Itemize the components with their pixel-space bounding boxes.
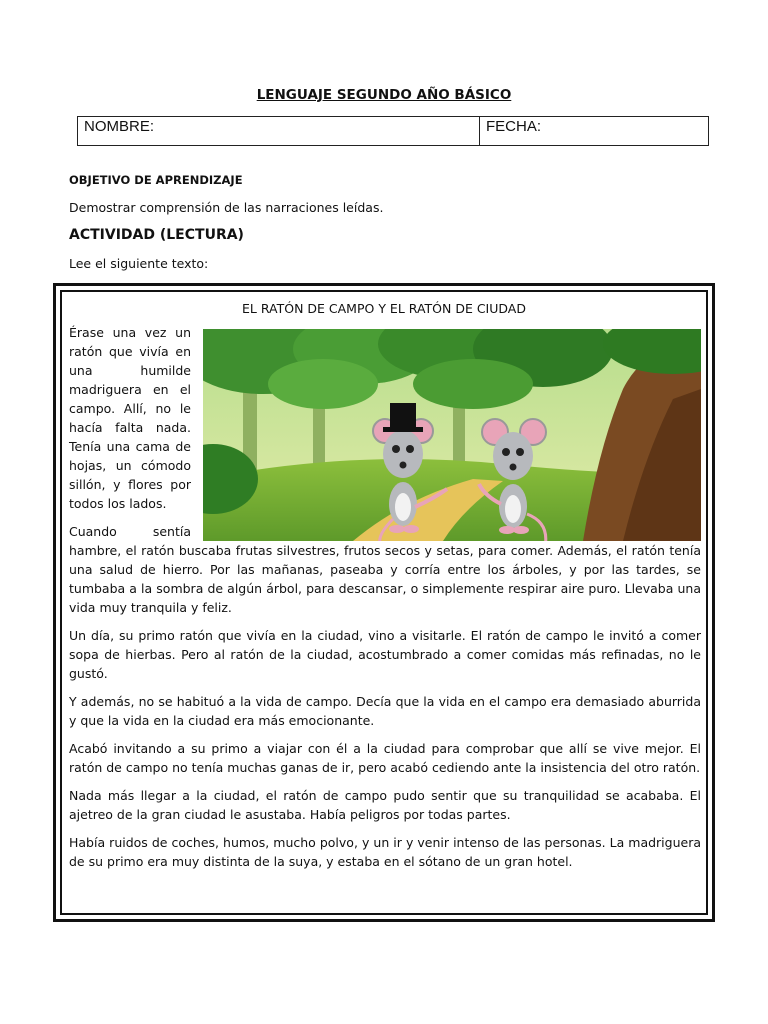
student-info-table (77, 116, 709, 146)
nombre-field[interactable]: NOMBRE: (78, 117, 480, 145)
actividad-instruction: Lee el siguiente texto: (69, 256, 209, 271)
story-paragraph: Había ruidos de coches, humos, mucho polvo, y un ir y venir intenso de las personas. La madriguera de su primo era muy distinta de la suya, y estaba en el sótano de un gran hotel. (69, 835, 701, 869)
story-frame (53, 283, 715, 922)
actividad-heading: ACTIVIDAD (LECTURA) (69, 227, 244, 243)
story-paragraph: Un día, su primo ratón que vivía en la ciudad, vino a visitarle. El ratón de campo le invitó a comer sopa de hierbas. Pero al ratón de la ciudad, acostumbrado a comer comidas más refinadas, no le gustó. (69, 628, 701, 681)
story-body (69, 323, 701, 880)
fecha-field[interactable]: FECHA: (486, 118, 542, 135)
objetivo-text: Demostrar comprensión de las narraciones leídas. (69, 200, 384, 215)
story-inner-frame (60, 290, 708, 915)
story-paragraph: Y además, no se habituó a la vida de campo. Decía que la vida en el campo era demasiado aburrida y que la vida en la ciudad era más emocionante. (69, 694, 701, 728)
story-title: EL RATÓN DE CAMPO Y EL RATÓN DE CIUDAD (242, 301, 526, 316)
objetivo-heading: OBJETIVO DE APRENDIZAJE (69, 173, 243, 187)
story-paragraph: Acabó invitando a su primo a viajar con él a la ciudad para comprobar que allí se vive mejor. El ratón de campo no tenía muchas ganas de ir, pero acabó cediendo ante la insistencia del otro ratón. (69, 741, 701, 775)
two-mice-in-forest-illustration (203, 329, 701, 541)
story-paragraph: Nada más llegar a la ciudad, el ratón de campo pudo sentir que su tranquilidad se acababa. El ajetreo de la gran ciudad le asustaba. Había peligros por todas partes. (69, 788, 701, 822)
story-paragraph: Cuando sentía hambre, el ratón buscaba frutas silvestres, frutos secos y setas, para comer. Además, el ratón tenía una salud de hierro. Por las mañanas, paseaba y corría entre los árboles, y por las tardes, se tumbaba a la sombra de algún árbol, para descansar, o simplemente respirar aire puro. Llevaba una vida muy tranquila y feliz. (69, 524, 701, 615)
page-title: LENGUAJE SEGUNDO AÑO BÁSICO (256, 87, 512, 103)
story-paragraph: Érase una vez un ratón que vivía en una humilde madriguera en el campo. Allí, no le hacía falta nada. Tenía una cama de hojas, un cómodo sillón, y flores por todos los lados. (69, 325, 191, 511)
